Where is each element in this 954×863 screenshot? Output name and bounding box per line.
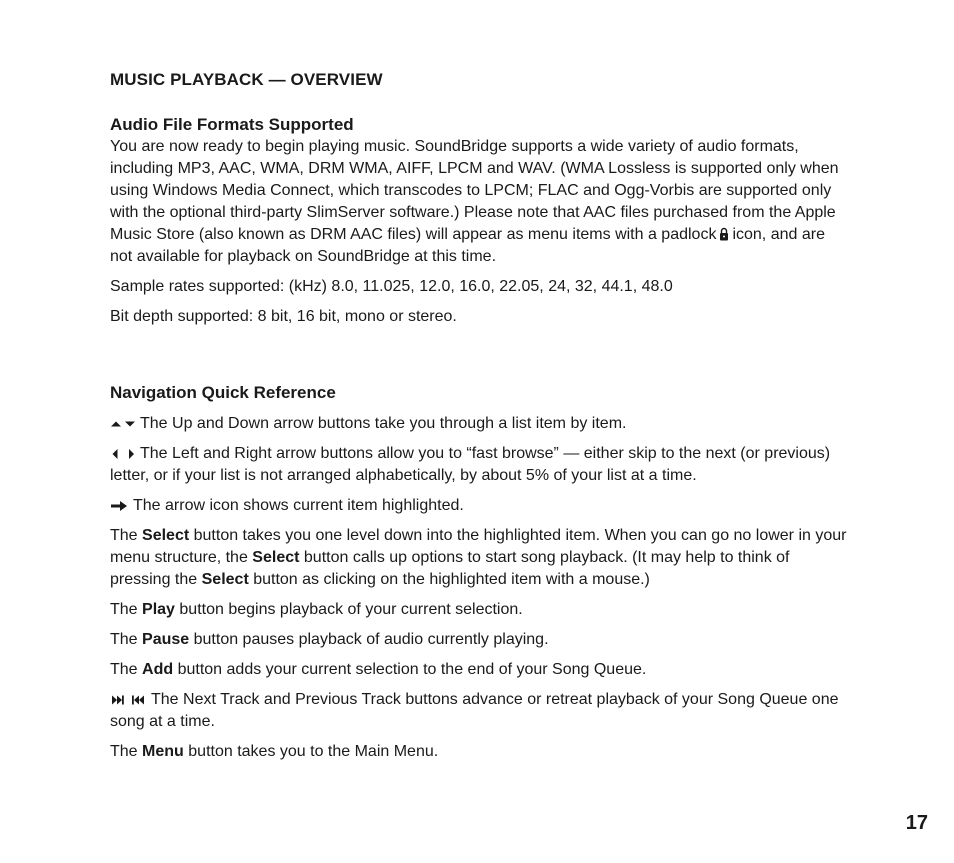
play-text: button begins playback of your current selection. [179, 601, 523, 618]
nav-pause [110, 629, 850, 651]
pause-word: Pause [142, 631, 190, 648]
select-word: Select [142, 527, 190, 544]
right-arrow-icon [124, 448, 138, 460]
add-text: button adds your current selection to the end of your Song Queue. [177, 661, 647, 678]
formats-heading: Audio File Formats Supported [110, 115, 354, 134]
nav-leftright [110, 443, 850, 487]
word-the: The [110, 661, 138, 678]
right-pointer-arrow-icon [110, 499, 130, 513]
down-arrow-icon [122, 419, 138, 429]
menu-word: Menu [142, 743, 184, 760]
nav-updown-text: The Up and Down arrow buttons take you through a list item by item. [140, 415, 627, 432]
nav-leftright-text: The Left and Right arrow buttons allow you to “fast browse” — either skip to the next (or previous) letter, or if your list is not arranged alphabetically, by about 5% of your list at a time. [110, 445, 831, 484]
word-the: The [110, 743, 138, 760]
select-text-1: button takes you one level down into the highlighted item. When you can go no lower in your menu structure, the [110, 527, 847, 566]
nav-add [110, 659, 850, 681]
select-text-2: button calls up options to start song playback. (It may help to think of pressing the [110, 549, 790, 588]
add-word: Add [142, 661, 174, 678]
word-the: The [110, 527, 138, 544]
page-number: 17 [905, 812, 928, 834]
word-the: The [110, 631, 138, 648]
select-text-3: button as clicking on the highlighted item with a mouse.) [253, 571, 650, 588]
nav-track-text: The Next Track and Previous Track buttons advance or retreat playback of your Song Queue one song at a time. [110, 691, 839, 730]
padlock-icon [719, 227, 729, 241]
nav-arrow-icon [110, 495, 850, 517]
nav-select [110, 525, 850, 591]
bit-depth: Bit depth supported: 8 bit, 16 bit, mono or stereo. [110, 308, 457, 325]
left-arrow-icon [110, 448, 124, 460]
pause-text: button pauses playback of audio currently playing. [193, 631, 549, 648]
up-arrow-icon [110, 419, 122, 429]
nav-track [110, 689, 850, 733]
nav-updown [110, 413, 850, 435]
page-title: MUSIC PLAYBACK — OVERVIEW [110, 70, 383, 89]
sample-rates: Sample rates supported: (kHz) 8.0, 11.025, 12.0, 16.0, 22.05, 24, 32, 44.1, 48.0 [110, 278, 673, 295]
formats-section [110, 114, 850, 328]
previous-track-icon [128, 694, 148, 706]
formats-body-part2: icon, and are not available for playback on SoundBridge at this time. [110, 226, 825, 265]
nav-heading: Navigation Quick Reference [110, 383, 336, 402]
nav-menu [110, 741, 850, 763]
menu-text: button takes you to the Main Menu. [188, 743, 439, 760]
nav-section [110, 382, 850, 771]
nav-play [110, 599, 850, 621]
nav-arrow-icon-text: The arrow icon shows current item highlighted. [133, 497, 464, 514]
formats-body [110, 136, 850, 268]
play-word: Play [142, 601, 175, 618]
select-word: Select [201, 571, 249, 588]
formats-body-part1: You are now ready to begin playing music. SoundBridge supports a wide variety of audio formats, including MP3, AAC, WMA, DRM WMA, AIFF, LPCM and WAV. (WMA Lossless is supported only when using Windows Media Connect, which transcodes to LPCM; FLAC and Ogg-Vorbis are supported only with the optional third-party SlimServer software.) Please note that AAC files purchased from the Apple Music Store (also known as DRM AAC files) will appear as menu items with a padlock [110, 138, 839, 243]
select-word: Select [252, 549, 300, 566]
word-the: The [110, 601, 138, 618]
next-track-icon [110, 694, 128, 706]
